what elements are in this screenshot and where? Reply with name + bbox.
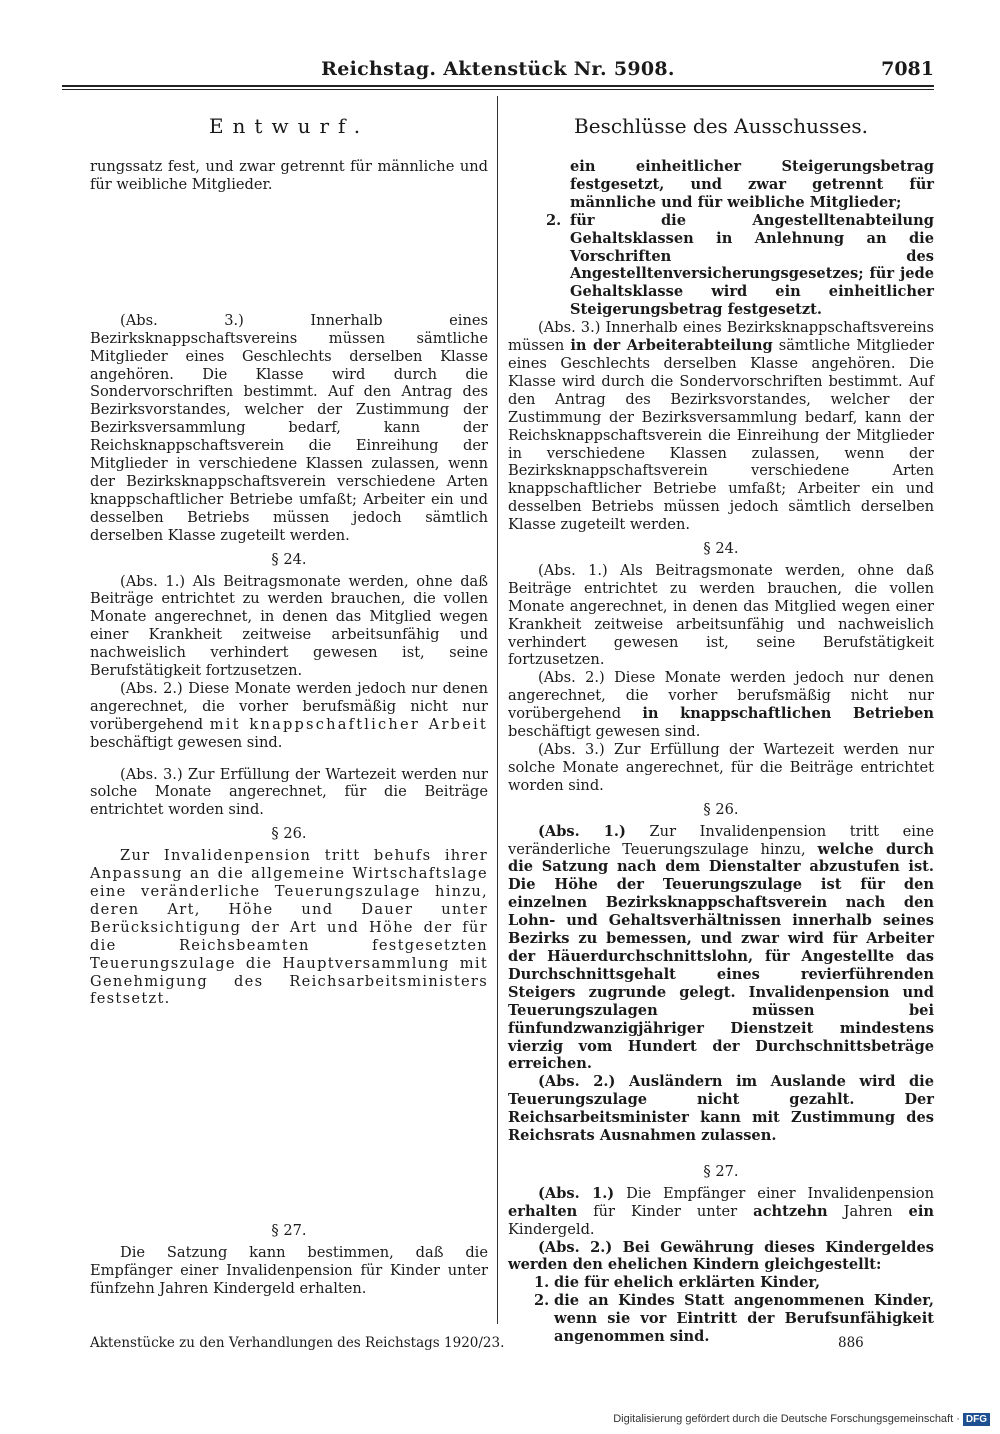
right-column-heading: Beschlüsse des Ausschusses. <box>574 114 868 138</box>
list-item-text: die für ehelich erklärten Kinder, <box>554 1274 821 1292</box>
list-item-text: für die Angestelltenabteilung Gehaltsklassen in Anlehnung an die Vorschriften des Angestelltenversicherungsgesetzes; für jede Gehaltsklasse wird ein einheitlicher Steigerungsbetrag festgesetzt. <box>570 211 934 319</box>
right-s27-abs1-text3: Jahren <box>827 1202 909 1220</box>
right-abs3-emph: in der Arbeiterabteilung <box>570 337 773 355</box>
right-abs3-text: (Abs. 3.) Innerhalb eines Bezirksknappschaftsvereins müssen <box>508 319 934 355</box>
left-section-27: § 27. <box>271 1222 307 1240</box>
right-abs3-rest: sämtliche Mitglieder eines Geschlechts derselben Klasse angehören. Die Klasse wird durch die Sondervorschriften bestimmt. Auf den Antrag des Bezirksvorstandes, welcher der Zustimmung der Bezirksversammlung bedarf, kann der Reichsknappschaftsverein die Einreihung der Mitglieder in verschiedene Klassen zulassen, wenn der Bezirksknappschaftsverein verschiedene Arten knappschaftlicher Betriebe umfaßt; Arbeiter ein und desselben Betriebs müssen jedoch sämtlich derselben Klasse zugeteilt werden. <box>508 337 934 534</box>
list-item <box>508 1274 934 1292</box>
right-s24-abs1: (Abs. 1.) Als Beitragsmonate werden, ohne daß Beiträge entrichtet zu werden brauchen, die vollen Monate angerechnet, in denen das Mitglied wegen einer Krankheit zeitweise arbeitsunfähig und nachweislich verhindert gewesen ist, seine Berufstätigkeit fortzusetzen. <box>508 561 934 669</box>
header-rule <box>62 85 934 90</box>
left-s24-abs2 <box>90 680 488 752</box>
right-abs3-paragraph <box>508 319 934 534</box>
right-s24-abs2-text: (Abs. 2.) Diese Monate werden jedoch nur denen angerechnet, die vorher berufsmäßig nicht nur vorübergehend <box>508 669 934 723</box>
right-s24-abs3: (Abs. 3.) Zur Erfüllung der Wartezeit werden nur solche Monate angerechnet, für die Beiträge entrichtet worden sind. <box>508 741 934 794</box>
left-s27-text: Die Satzung kann bestimmen, daß die Empfänger einer Invalidenpension für Kinder unter fünfzehn Jahren Kindergeld erhalten. <box>90 1244 488 1298</box>
right-s27-abs1-text: Die Empfänger einer Invalidenpension <box>614 1184 934 1202</box>
list-item <box>508 212 934 319</box>
page-number: 7081 <box>881 58 934 80</box>
left-s24-abs2-text: (Abs. 2.) Diese Monate werden jedoch nur denen angerechnet, die vorher berufsmäßig nicht nur vorübergehend <box>90 679 488 733</box>
left-column <box>90 108 488 1298</box>
right-s26-abs1-emph: welche durch die Satzung nach dem Dienstalter abzustufen ist. Die Höhe der Teuerungszulage ist für den einzelnen Bezirksknappschaftsverein nach den Lohn- und Gehaltsverhältnissen innerhalb seines Bezirks zu bemessen, und zwar wird für Arbeiter der Häuerdurchschnittslohn, für Angestellte das Durchschnittsgehalt eines revierführenden Steigers zugrunde gelegt. Invalidenpension und Teuerungszulagen müssen bei fünfundzwanzigjähriger Dienstzeit mindestens vierzig vom Hundert der Durchschnittsbeträge erreichen. <box>508 840 934 1073</box>
right-s27-abs1-emph3: ein <box>908 1202 934 1220</box>
left-intro-paragraph: rungssatz fest, und zwar getrennt für männliche und für weibliche Mitglieder. <box>90 158 488 193</box>
page-header <box>62 58 934 84</box>
left-s24-abs2-emph: mit knappschaftlicher Arbeit <box>209 715 488 733</box>
right-section-24: § 24. <box>703 540 739 558</box>
digitization-credit <box>613 1413 990 1426</box>
list-item-number: 2. <box>534 1292 550 1310</box>
running-title: Reichstag. Aktenstück Nr. 5908. <box>321 58 675 80</box>
footer-publication: Aktenstücke zu den Verhandlungen des Reichstags 1920/23. <box>90 1335 505 1351</box>
list-item-number: 2. <box>546 211 562 229</box>
list-item-number: 1. <box>534 1274 550 1292</box>
list-item <box>508 1292 934 1346</box>
dfg-logo: DFG <box>963 1413 990 1426</box>
credit-text: Digitalisierung gefördert durch die Deutsche Forschungsgemeinschaft · <box>613 1413 960 1425</box>
right-s27-abs1-emph1: erhalten <box>508 1202 578 1220</box>
footer-sheet-number: 886 <box>838 1335 864 1351</box>
left-section-24: § 24. <box>271 550 307 568</box>
right-s27-abs1-text2: für Kinder unter <box>577 1202 754 1220</box>
right-s27-abs1-end: Kindergeld. <box>508 1220 595 1238</box>
right-s27-abs2: (Abs. 2.) Bei Gewährung dieses Kindergeldes werden den ehelichen Kindern gleichgestellt: <box>508 1238 934 1274</box>
right-s24-abs2-emph: in knappschaftlichen Betrieben <box>642 705 934 723</box>
right-s26-abs1 <box>508 823 934 1074</box>
right-section-27: § 27. <box>703 1162 739 1180</box>
right-section-26: § 26. <box>703 800 739 818</box>
left-s24-abs2-end: beschäftigt gewesen sind. <box>90 733 283 751</box>
right-s26-abs1-text: Zur Invalidenpension tritt eine veränderliche Teuerungszulage hinzu, <box>508 822 934 858</box>
right-s27-abs1 <box>508 1185 934 1239</box>
right-s24-abs2 <box>508 669 934 741</box>
left-section-26: § 26. <box>271 825 307 843</box>
right-s27-abs1-label: (Abs. 1.) <box>538 1184 615 1202</box>
right-s24-abs2-end: beschäftigt gewesen sind. <box>508 723 701 741</box>
list-item-text: die an Kindes Statt angenommenen Kinder, wenn sie vor Eintritt der Berufsunfähigkeit angenommen sind. <box>554 1292 934 1346</box>
column-divider <box>497 96 498 1324</box>
left-s26-text: Zur Invalidenpension tritt behufs ihrer Anpassung an die allgemeine Wirtschaftslage eine veränderliche Teuerungszulage hinzu, deren Art, Höhe und Dauer unter Berücksichtigung der Art und Höhe der für die Reichsbeamten festgesetzten Teuerungszulage die Hauptversammlung mit Genehmigung des Reichsarbeitsministers festsetzt. <box>90 847 488 1008</box>
right-s26-abs1-label: (Abs. 1.) <box>538 822 626 840</box>
right-s26-abs2: (Abs. 2.) Ausländern im Auslande wird die Teuerungszulage nicht gezahlt. Der Reichsarbeitsminister kann mit Zustimmung des Reichsrats Ausnahmen zulassen. <box>508 1073 934 1145</box>
left-column-heading: Entwurf. <box>208 114 370 138</box>
right-intro-paragraph: ein einheitlicher Steigerungsbetrag festgesetzt, und zwar getrennt für männliche und für weibliche Mitglieder; <box>570 158 934 211</box>
right-column <box>508 108 934 1346</box>
left-s24-abs1: (Abs. 1.) Als Beitragsmonate werden, ohne daß Beiträge entrichtet zu werden brauchen, die vollen Monate angerechnet, in denen das Mitglied wegen einer Krankheit zeitweise arbeitsunfähig und nachweislich verhindert gewesen ist, seine Berufstätigkeit fortzusetzen. <box>90 572 488 680</box>
right-s27-list <box>508 1274 934 1346</box>
left-s24-abs3: (Abs. 3.) Zur Erfüllung der Wartezeit werden nur solche Monate angerechnet, für die Beiträge entrichtet worden sind. <box>90 765 488 819</box>
right-s27-abs1-emph2: achtzehn <box>753 1202 828 1220</box>
right-item-list <box>508 212 934 319</box>
left-abs3-paragraph: (Abs. 3.) Innerhalb eines Bezirksknappschaftsvereins müssen sämtliche Mitglieder eines Geschlechts derselben Klasse angehören. Die Klasse wird durch die Sondervorschriften bestimmt. Auf den Antrag des Bezirksvorstandes, welcher der Zustimmung der Bezirksversammlung bedarf, kann der Reichsknappschaftsverein die Einreihung der Mitglieder in verschiedene Klassen zulassen, wenn der Bezirksknappschaftsverein verschiedene Arten knappschaftlicher Betriebe umfaßt; Arbeiter ein und desselben Betriebs müssen jedoch sämtlich derselben Klasse zugeteilt werden. <box>90 311 488 544</box>
